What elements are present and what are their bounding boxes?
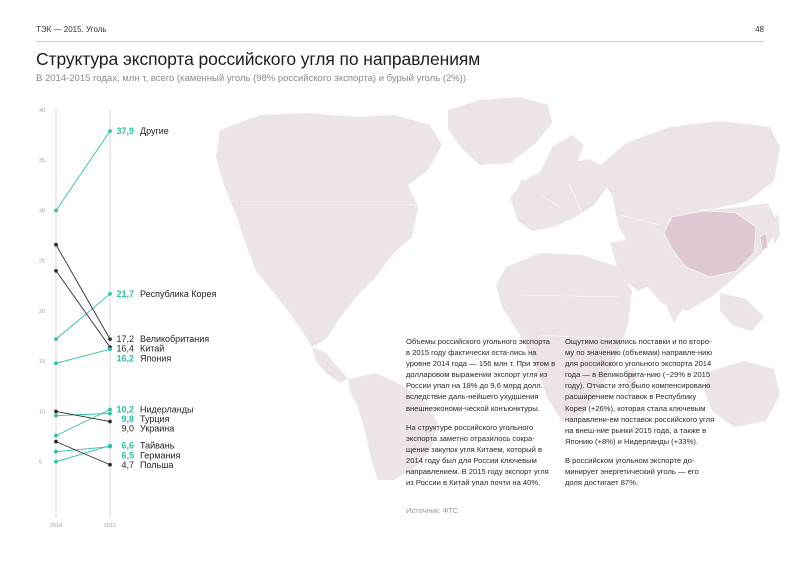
series-label: Турция: [140, 414, 170, 425]
point-2014: [54, 440, 58, 444]
series-line: [56, 414, 110, 416]
x-tick-label-2015: 2015: [103, 523, 117, 529]
y-tick-label: 5: [39, 459, 43, 466]
series-label: Тайвань: [140, 440, 175, 451]
series-line: [56, 442, 110, 465]
point-2014: [54, 337, 58, 341]
series-line: [56, 349, 110, 363]
value-label: 10,2: [116, 404, 134, 415]
point-2014: [54, 209, 58, 213]
series-label: Китай: [140, 343, 165, 354]
point-2015: [108, 445, 112, 449]
label-layer: [116, 126, 216, 470]
commentary-paragraph: В российском угольном экспорте до-минирует энергетический уголь — его доля достигает 87%.: [565, 455, 699, 488]
series-line: [56, 447, 110, 452]
source-note: Источник: ФТС: [406, 506, 459, 515]
point-2015: [108, 129, 112, 133]
y-tick-label: 15: [39, 359, 46, 366]
series-label: Украина: [140, 423, 175, 434]
section-title: ТЭК — 2015. Уголь: [36, 25, 107, 34]
point-2015: [108, 337, 112, 341]
value-label: 21,7: [116, 288, 134, 299]
y-tick-label: 25: [39, 258, 46, 265]
point-2014: [54, 243, 58, 247]
value-label: 6,5: [121, 450, 134, 461]
point-2014: [54, 414, 58, 418]
point-2014: [54, 450, 58, 454]
commentary-column-2: [565, 336, 715, 496]
series-label: Другие: [140, 126, 169, 137]
series-line: [56, 271, 110, 347]
y-tick-label: 30: [39, 208, 46, 215]
value-label: 4,7: [121, 459, 134, 470]
point-2015: [108, 420, 112, 424]
series-label: Германия: [140, 450, 181, 461]
axis-layer: [39, 108, 116, 529]
series-label: Нидерланды: [140, 404, 194, 415]
point-2015: [108, 412, 112, 416]
value-label: 37,9: [116, 126, 134, 137]
point-2014: [54, 269, 58, 273]
point-2014: [54, 460, 58, 464]
point-layer: [54, 129, 112, 466]
series-line: [56, 446, 110, 462]
point-2015: [108, 463, 112, 467]
series-line: [56, 245, 110, 339]
y-tick-label: 10: [39, 409, 46, 416]
value-label: 16,4: [116, 343, 134, 354]
series-label: Польша: [140, 459, 174, 470]
x-tick-label-2014: 2014: [49, 523, 63, 529]
y-tick-label: 35: [39, 158, 46, 165]
point-2014: [54, 434, 58, 438]
line-layer: [56, 131, 110, 465]
commentary-column-1: [406, 336, 556, 496]
point-2014: [54, 361, 58, 365]
series-label: Республика Корея: [140, 288, 217, 299]
value-label: 6,6: [121, 440, 134, 451]
series-label: Япония: [140, 353, 172, 364]
commentary-paragraph: Ощутимо снизились поставки и по второ-му по значению (объемам) направле-нию для российского угольного экспорта 2014 года — в Великобрита-нию (−29% в 2015 году). Отчасти это было компенсировано расширением поставок в Республику Корея (+26%), которая стала ключевым направлени-ем поставок российского угля на внеш-ние рынки 2015 года, а также в Японию (+8%) и Нидерланды (+33%).: [565, 337, 715, 446]
point-2015: [108, 347, 112, 351]
value-label: 16,2: [116, 353, 134, 364]
commentary-paragraph: На структуре российского угольного экспорта заметно отразилось сокра-щение закупок угля Китаем, который в 2014 году был для России ключевым направлением. В 2015 году экспорт угля из России в Китай упал почти на 40%.: [406, 422, 549, 488]
commentary-paragraph: Объемы российского угольного экспорта в 2015 году фактически оста-лись на уровне 2014 года — 156 млн т. При этом в долларовом выражении экспорт угля из России упал на 18% до 9,6 млрд долл. вследствие даль-нейшего ухудшения внешнеэкономи-ческой конъюнктуры.: [406, 337, 556, 413]
point-2015: [108, 408, 112, 412]
value-label: 9,0: [121, 423, 134, 434]
chart-subtitle: В 2014-2015 годах, млн т, всего (каменный уголь (98% российского экспорта) и бурый уголь (2%)): [36, 73, 467, 84]
series-label: Великобритания: [140, 334, 210, 345]
point-2015: [108, 292, 112, 296]
y-tick-label: 40: [39, 108, 46, 114]
value-label: 9,8: [121, 414, 134, 425]
series-line: [56, 131, 110, 210]
y-tick-label: 20: [39, 308, 46, 315]
series-line: [56, 294, 110, 339]
value-label: 17,2: [116, 334, 134, 345]
chart-title: Структура экспорта российского угля по направлениям: [36, 49, 481, 69]
page-number: 48: [755, 25, 764, 34]
point-2014: [54, 410, 58, 414]
